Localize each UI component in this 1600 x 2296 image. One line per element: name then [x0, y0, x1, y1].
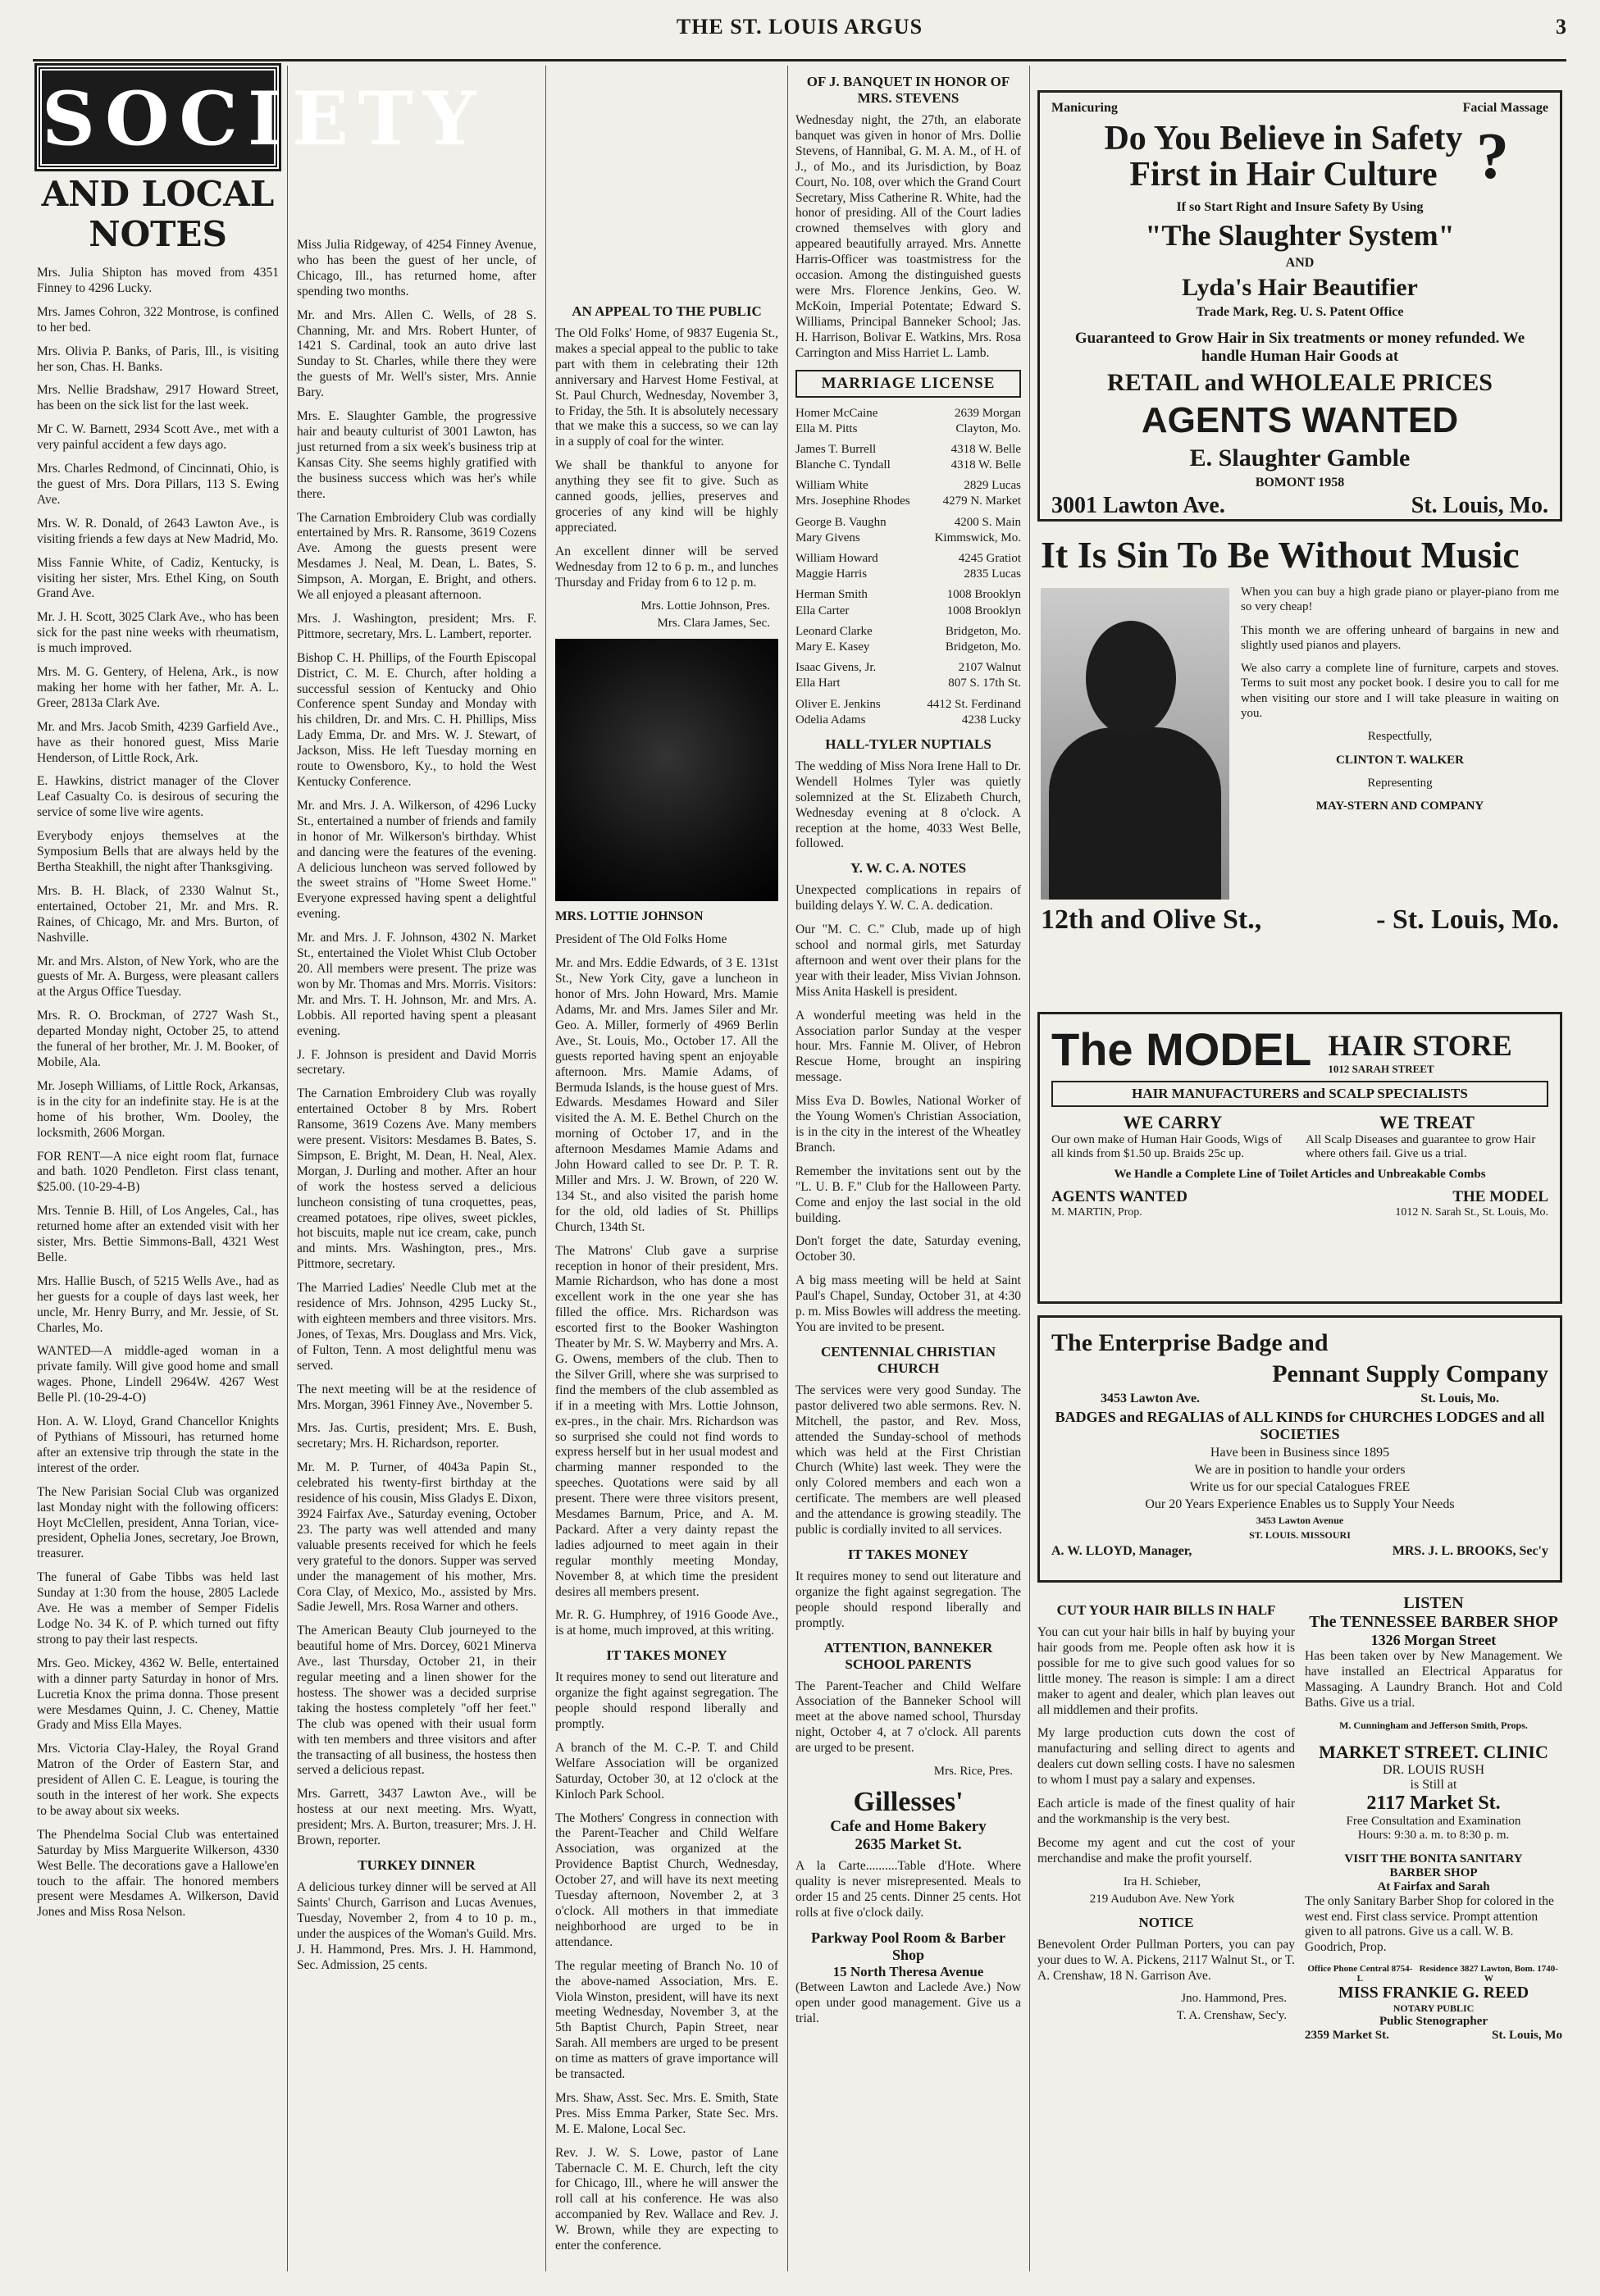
music-company: MAY-STERN AND COMPANY	[1315, 800, 1484, 813]
license-address: 2639 Morgan	[955, 406, 1021, 420]
license-entry	[795, 458, 1021, 473]
hair-guarantee: Guaranteed to Grow Hair in Six treatments or money refunded. We handle Human Hair Goods at	[1074, 330, 1525, 366]
hair-beautifier: Lyda's Hair Beautifier	[1182, 274, 1418, 302]
model-prop: M. MARTIN, Prop.	[1051, 1206, 1142, 1219]
license-name: Leonard Clarke	[795, 624, 873, 638]
church-text: The services were very good Sunday. The pastor delivered two able sermons. Rev. N. Mitchell, the pastor, and Rev. Moss, attended the Sunday-school of methods which was held at the First Christian Church (White) last week. They were the only Colored members and each won a certificate. The members are well pleased and the attendance is growing steadily. The public is cordially invited to all services.	[795, 1383, 1021, 1538]
reed-city: St. Louis, Mo	[1492, 2029, 1562, 2043]
music-address: 12th and Olive St.,	[1041, 904, 1262, 935]
society-note: The next meeting will be at the residence of Mrs. Morgan, 3961 Finney Ave., November 5.	[297, 1382, 536, 1412]
society-note: Bishop C. H. Phillips, of the Fourth Episcopal District, C. M. E. Church, after holding a successful session of Kentucky and Ohio Conference spent Sunday and Monday with his children, Dr. and Mrs. C. H. Phillips, Miss Lady Emma, Dr. and Mrs. W. J. Stewart, of Jackson, Miss. He left Tuesday morning en route to Owensboro, Ky., to hold the West Kentucky Conference.	[297, 650, 536, 789]
notice-secretary: T. A. Crenshaw, Sec'y.	[1176, 2009, 1287, 2023]
banneker-signature: Mrs. Rice, Pres.	[933, 1765, 1013, 1779]
barber-address: 1326 Morgan Street	[1370, 1632, 1497, 1648]
society-note: Mr. and Mrs. Eddie Edwards, of 3 E. 131st St., New York City, gave a luncheon in honor of Mrs. John Howard, Mrs. Mamie Adams, Mr. and Mrs. James Siler and Mr. Geo. A. Miller, formerly of 4969 Berlin Ave., St. Louis, Mo., October 17. All the guests reported having spent an enjoyable afternoon. Mrs. Mamie Adams, of Bermuda Islands, is the house guest of Mrs. Edwards. Mesdames Howard and Siler visited the A. M. E. Bethel Church on the morning of October 17, and in the afternoon Mesdames Mamie Adams and John Howard called to see Dr. P. T. R. Miller and Mrs. J. W. Brown, of 220 W. 134 St., and also visited the parish home for the old, old ladies of St. Phillips Church, 134th St.	[555, 956, 778, 1234]
license-entry	[795, 478, 1021, 494]
society-note: The Matrons' Club gave a surprise reception in honor of their president, Mrs. Mamie Richardson, who has done a most excellent work in the one year she has filled the office. Mrs. Richardson was escorted first to the Booker Washington Theater by Mr. S. W. Mayberry and Mrs. A. G. Owens, members of the club. Then to the Silver Grill, where she was surprised to find the members of the club assembled as if in a meeting with Mrs. Lottie Johnson, ex-pres., in the chair. Mrs. Richardson was so surprised she could not find words to express herself but in her usual modest and charming manner responded to the speeches. Quotations were said by all present. There were three visitors present, Mesdames Barnum, Price, and A. M. Packard. After a very dainty repast the ladies adjourned to meet again in their regular monthly meeting Monday, November 8, at which time the president desires all members present.	[555, 1243, 778, 1599]
music-city: - St. Louis, Mo.	[1376, 904, 1559, 935]
license-name: William White	[795, 479, 868, 493]
church-heading: CENTENNIAL CHRISTIAN CHURCH	[820, 1343, 996, 1376]
ywca-notes	[795, 883, 1021, 1336]
badge-line4: Write us for our special Catalogues FREE	[1189, 1480, 1411, 1494]
society-note: The Carnation Embroidery Club was cordially entertained by Mrs. R. Ransome, 3619 Cozens Ave. Among the guests present were Mesdames J. Neal, M. Dean, L. Bates, S. Simpson, A. Morgan, E. Bright, and others. We all enjoyed a pleasant afternoon.	[297, 510, 536, 603]
hair-retail: RETAIL and WHOLEALE PRICES	[1107, 369, 1493, 397]
nuptials-text: The wedding of Miss Nora Irene Hall to Dr. Wendell Holmes Tyler was quietly solemnized at the St. Elizabeth Church, Wednesday evening at 8 o'clock. A reception at the home, 4033 West Belle, followed.	[795, 758, 1021, 851]
portrait-photo	[555, 639, 778, 901]
bonita-line3: At Fairfax and Sarah	[1377, 1879, 1490, 1893]
turkey-dinner-text: A delicious turkey dinner will be served at All Saints' Church, Garrison and Lucas Avenues, Tuesday, November 2, from 4 to 10 p. m., under the auspices of the Woman's Guild. Mrs. J. H. Hammond, Pres. Mrs. J. H. Hammond, Sec. Admission, 25 cents.	[297, 1880, 536, 1972]
ywca-note: Don't forget the date, Saturday evening, October 30.	[795, 1234, 1021, 1264]
gillesses-address: 2635 Market St.	[855, 1836, 962, 1854]
license-name: Mary E. Kasey	[795, 640, 870, 654]
music-p1: When you can buy a high grade piano or player-piano from me so very cheap!	[1241, 585, 1559, 614]
model-title: The MODEL	[1051, 1023, 1312, 1075]
column-rule	[287, 66, 288, 2271]
hair-system: "The Slaughter System"	[1145, 219, 1455, 253]
appeal-paragraph: An excellent dinner will be served Wednesday from 12 to 6 p. m., and lunches Thursday and Friday from 6 to 12 p. m.	[555, 544, 778, 590]
license-name: Ella Carter	[795, 604, 850, 617]
license-entry	[795, 640, 1021, 655]
model-agents: AGENTS WANTED	[1051, 1188, 1187, 1205]
music-name: CLINTON T. WALKER	[1335, 753, 1465, 767]
license-name: James T. Burrell	[795, 442, 877, 456]
society-note: Mrs. Hallie Busch, of 5215 Wells Ave., had as her guests for a couple of days last week, her uncle, Mr. Henry Burry, and Mr. Jessie, of St. Charles, Mo.	[37, 1273, 279, 1335]
license-entry	[795, 494, 1021, 509]
banquet-text: Wednesday night, the 27th, an elaborate banquet was given in honor of Mrs. Dollie Stevens, of Hannibal, G. M. A. M., of H. of J., of Mo., and its Jurisdiction, by Boaz Court, No. 108, over which the Grand Court Secretary, Miss Catherine R. White, had the honor of presiding. All of the Court ladies crowned themselves with glory and appeared beautifully arrayed. Mrs. Annette Harris-Officer was toastmistress for the occasion. Among the distinguished guests were Mrs. Florence Jenkins, Geo. W. McKoin, Imperial Potentate; Edward S. Williams, Principal Banneker School; Jas. H. Harrison, Bolivar E. Watkins, Mrs. Rosa Carrington and Miss Harriet L. Lamb.	[795, 113, 1021, 360]
badge-foot-address: 3453 Lawton Avenue	[1256, 1515, 1344, 1526]
society-note: E. Hawkins, district manager of the Clover Leaf Casualty Co. is desirous of securing the service of some live wire agents.	[37, 774, 279, 820]
license-entry	[795, 660, 1021, 676]
society-note: Mrs. Jas. Curtis, president; Mrs. E. Bush, secretary; Mrs. H. Richardson, reporter.	[297, 1421, 536, 1451]
bonita-line2: BARBER SHOP	[1389, 1866, 1478, 1879]
music-respectfully: Respectfully,	[1367, 730, 1433, 744]
society-note: Mrs. Victoria Clay-Haley, the Royal Grand Matron of the Order of Eastern Star, and president of Allen C. E. League, is touring the south in the interest of her work. She expects to be away about six weeks.	[37, 1742, 279, 1818]
license-name: George B. Vaughn	[795, 515, 887, 529]
badge-foot-city: ST. LOUIS. MISSOURI	[1249, 1529, 1351, 1541]
cut-p3: Each article is made of the finest quality of hair and the workmanship is the very best.	[1037, 1797, 1295, 1826]
license-entry	[795, 567, 1021, 582]
ywca-note: Remember the invitations sent out by the "L. U. B. F." Club for the Halloween Party. Come and enjoy the last social in the old building.	[795, 1164, 1021, 1225]
column-2-notes	[297, 238, 536, 1849]
appeal-text	[555, 326, 778, 591]
clinic-title: MARKET STREET. CLINIC	[1319, 1741, 1548, 1762]
marriage-license-heading: MARRIAGE LICENSE	[795, 370, 1021, 398]
hair-culture-ad	[1037, 90, 1562, 522]
notice-president: Jno. Hammond, Pres.	[1181, 1992, 1287, 2006]
society-note: WANTED—A middle-aged woman in a private family. Will give good home and small wages. Phone, Lindell 2964W. 4267 West Belle Pl. (10-29-4-O)	[37, 1344, 279, 1405]
music-representing: Representing	[1367, 776, 1433, 790]
column-3-notes	[555, 956, 778, 1639]
gillesses-title: Gillesses'	[853, 1787, 964, 1818]
society-note: Mrs. R. O. Brockman, of 2727 Wash St., departed Monday night, October 25, to attend the funeral of her brother, Mr. J. M. Booker, of Mobile, Ala.	[37, 1009, 279, 1069]
model-carry-text: Our own make of Human Hair Goods, Wigs of all kinds from $1.50 up. Braids 25c up.	[1051, 1133, 1283, 1160]
banquet-heading: OF J. BANQUET IN HONOR OF MRS. STEVENS	[806, 74, 1010, 106]
money-text: It requires money to send out literature and organize the fight against segregation. The people should respond liberally and promptly.	[555, 1670, 778, 1731]
society-note: Mrs. B. H. Black, of 2330 Walnut St., entertained, October 21, Mr. and Mrs. R. Raines, of Chicago, Mr. and Mrs. Burton, of Nashville.	[37, 883, 279, 945]
society-note: Mr. and Mrs. J. F. Johnson, 4302 N. Market St., entertained the Violet Whist Club October 20. All members were present. The prize was won by Mr. Thomas and Mrs. Morris. Visitors: Mr. and Mrs. T. H. Johnson, Mr. and Mrs. A. Lobbis. All reported having spent a pleasant evening.	[297, 931, 536, 1038]
society-note: Mr. and Mrs. Allen C. Wells, of 28 S. Channing, Mr. and Mrs. Robert Hunter, of 1421 S. Cardinal, took an auto drive last Sunday to St. Charles, while there they were the guests of Mr. Well's sister, Mrs. Annie Bary.	[297, 308, 536, 400]
society-note: Mr. Joseph Williams, of Little Rock, Arkansas, is in the city for an indefinite stay. He is at the home of his brother, Wm. Dooley, the locksmith, 2606 Morgan.	[37, 1078, 279, 1140]
society-note: Mr. and Mrs. Alston, of New York, who are the guests of Mr. A. Burgess, were pleasant callers at the Argus Office Tuesday.	[37, 954, 279, 1000]
hair-headline: Do You Believe in Safety First in Hair Culture	[1104, 120, 1463, 194]
license-entry	[795, 604, 1021, 619]
money-heading-2: IT TAKES MONEY	[847, 1546, 969, 1562]
license-name: William Howard	[795, 552, 878, 565]
society-note: Mrs. W. R. Donald, of 2643 Lawton Ave., is visiting friends a few days at New Madrid, Mo.	[37, 516, 279, 546]
society-note: Mr. R. G. Humphrey, of 1916 Goode Ave., is at home, much improved, at this writing.	[555, 1608, 778, 1638]
clinic-still: is Still at	[1410, 1777, 1457, 1792]
license-entry	[795, 624, 1021, 640]
nuptials-heading: HALL-TYLER NUPTIALS	[825, 736, 991, 752]
badge-city: St. Louis, Mo.	[1420, 1392, 1499, 1405]
ywca-note: Miss Eva D. Bowles, National Worker of the Young Women's Christian Association, is in the city in the interest of the Wheatley Branch.	[795, 1094, 1021, 1155]
clinic-address: 2117 Market St.	[1366, 1792, 1501, 1814]
bonita-text: The only Sanitary Barber Shop for colored in the west end. First class service. Prompt attention given to all patrons. Give us a call. W. B. Goodrich, Prop.	[1305, 1893, 1554, 1955]
badge-line1: BADGES and REGALIAS of ALL KINDS for CHURCHES LODGES and all SOCIETIES	[1055, 1409, 1545, 1442]
cut-p1: You can cut your hair bills in half by buying your hair goods from me. People often ask how it is possible for me to give such good values for so little money. The reason is simple: I am a direct maker to agent and dealer, which plan leaves out all middlemen and their profits.	[1037, 1625, 1295, 1717]
license-name: Mary Givens	[795, 531, 860, 544]
model-street: 1012 SARAH STREET	[1328, 1063, 1434, 1075]
license-address: 2835 Lucas	[964, 567, 1021, 581]
photo-caption: MRS. LOTTIE JOHNSON	[555, 909, 704, 923]
clinic-free: Free Consultation and Examination	[1346, 1814, 1521, 1828]
hair-phone: BOMONT 1958	[1255, 476, 1345, 490]
society-note: Mrs. Nellie Bradshaw, 2917 Howard Street, has been on the sick list for the last week.	[37, 383, 279, 413]
society-note: The New Parisian Social Club was organized last Monday night with the following officers: Hoyt McClellen, president, Anna Torian, vice-president, Ophelia Jones, secretary, Joe Brown, treasurer.	[37, 1484, 279, 1561]
license-address: 4200 S. Main	[954, 515, 1021, 529]
society-note: The Phendelma Social Club was entertained Saturday by Miss Marguerite Wilkerson, 4330 West Belle. The decorations gave a Hallowe'en touch to the affair. The honored members present were Mesdames A. Wilkerson, David Jones and Miss Rosa Nelson.	[37, 1827, 279, 1920]
society-note: J. F. Johnson is president and David Morris secretary.	[297, 1047, 536, 1077]
license-name: Ella Hart	[795, 676, 841, 690]
model-subtitle: HAIR MANUFACTURERS and SCALP SPECIALISTS	[1051, 1081, 1548, 1107]
cut-p4: Become my agent and cut the cost of your merchandise and make the profit yourself.	[1037, 1835, 1295, 1866]
society-subtitle: AND LOCAL NOTES	[41, 174, 275, 254]
model-address: 1012 N. Sarah St., St. Louis, Mo.	[1395, 1206, 1548, 1219]
society-note: Mrs. Charles Redmond, of Cincinnati, Ohio, is the guest of Mrs. Dora Pillars, 113 S. Ewing Ave.	[37, 462, 279, 507]
reed-residence: Residence 3827 Lawton, Bom. 1740-W	[1419, 1964, 1558, 1984]
turkey-dinner-heading: TURKEY DINNER	[358, 1857, 476, 1873]
society-note: Rev. J. W. S. Lowe, pastor of Lane Tabernacle C. M. E. Church, left the city for Chicago, Ill., where he will answer the roll call at his conference. He was also accompanied by Rev. Wallace and Rev. J. W. Brown, while they are expecting to enter the conference.	[555, 2145, 778, 2253]
license-name: Ella M. Pitts	[795, 421, 858, 435]
society-note: FOR RENT—A nice eight room flat, furnace and bath. 1020 Pendleton. First class tenant, $25.00. (10-29-4-B)	[37, 1149, 279, 1195]
column-rule	[1029, 66, 1030, 2271]
society-note: The Mothers' Congress in connection with the Parent-Teacher and Child Welfare Association, was organized at the Providence Baptist Church, Wednesday, October 27, and will have its next meeting Tuesday afternoon, November 2, at 3 o'clock. All mothers in that immediate neighborhood are urged to be in attendance.	[555, 1811, 778, 1949]
license-name: Isaac Givens, Jr.	[795, 661, 877, 675]
badge-title1: The Enterprise Badge and	[1051, 1329, 1329, 1356]
society-note: The Married Ladies' Needle Club met at the residence of Mrs. Johnson, 4295 Lucky St., with eighteen members and three visitors. Mrs. Jones, of Texas, Mrs. Douglass and Mrs. Vick, of Fulton, Tenn. A most delightful menu was served.	[297, 1281, 536, 1373]
parkway-title: Parkway Pool Room & Barber Shop	[811, 1929, 1005, 1963]
society-note: Hon. A. W. Lloyd, Grand Chancellor Knights of Pythians of Missouri, has returned home after an extensive trip through the state in the interest of the order.	[37, 1414, 279, 1475]
model-hair-store-ad	[1037, 1012, 1562, 1304]
music-p2: This month we are offering unheard of bargains in new and slightly used pianos and players.	[1241, 623, 1559, 652]
hair-line1: If so Start Right and Insure Safety By Using	[1176, 200, 1424, 215]
society-note: Mrs. Garrett, 3437 Lawton Ave., will be hostess at our next meeting. Mrs. Wyatt, president; Mrs. A. Burton, treasurer; Mrs. J. H. Brown, reporter.	[297, 1787, 536, 1848]
appeal-signature-president: Mrs. Lottie Johnson, Pres.	[640, 599, 770, 613]
license-address: 4412 St. Ferdinand	[927, 697, 1021, 711]
reed-name: MISS FRANKIE G. REED	[1338, 1984, 1529, 2002]
badge-line5: Our 20 Years Experience Enables us to Supply Your Needs	[1145, 1497, 1455, 1511]
society-note: The funeral of Gabe Tibbs was held last Sunday at 1:30 from the house, 2805 Laclede Ave. He was a member of Semper Fidelis Lodge No. 34 K. of P. which turned out fifty strong to pay their last respects.	[37, 1570, 279, 1647]
notice-heading: NOTICE	[1138, 1914, 1194, 1930]
license-address: 4279 N. Market	[942, 494, 1021, 508]
badge-address: 3453 Lawton Ave.	[1101, 1392, 1201, 1405]
barber-clinic-ads	[1305, 1594, 1562, 2043]
banneker-text: The Parent-Teacher and Child Welfare Association of the Banneker School will meet at the above named school, Thursday night, October 4, at 7 o'clock. All parents are urged to be present.	[795, 1679, 1021, 1756]
society-note: Mrs. Tennie B. Hill, of Los Angeles, Cal., has returned home after an extended visit with her sister, Mrs. Bettie Simmons-Ball, 4321 West Belle.	[37, 1204, 279, 1264]
reed-address: 2359 Market St.	[1305, 2029, 1389, 2043]
column-2	[297, 238, 536, 2271]
notice-text: Benevolent Order Pullman Porters, you can pay your dues to W. A. Pickens, 2117 Walnut St., or T. A. Crenshaw, 18 N. Garrison Ave.	[1037, 1937, 1295, 1983]
hair-address: 3001 Lawton Ave.	[1051, 493, 1225, 519]
gillesses-ad	[795, 1787, 1021, 2026]
society-note: Mr. and Mrs. J. A. Wilkerson, of 4296 Lucky St., entertained a number of friends and family in honor of Mr. Wilkerson's birthday. Whist and dancing were the features of the evening. A delicious luncheon was served followed by the sweet strains of "Home Sweet Home." Everyone expressed having spent a delightful evening.	[297, 798, 536, 922]
license-name: Homer McCaine	[795, 406, 878, 420]
model-hair-store: HAIR STORE	[1328, 1029, 1512, 1062]
license-address: 1008 Brooklyn	[946, 588, 1021, 602]
model-treat-heading: WE TREAT	[1379, 1112, 1475, 1132]
license-name: Odelia Adams	[795, 713, 866, 727]
license-address: 4245 Gratiot	[958, 552, 1021, 565]
badge-line2: Have been in Business since 1895	[1210, 1446, 1390, 1460]
cut-name: Ira H. Schieber,	[1123, 1875, 1201, 1888]
hair-and: AND	[1285, 256, 1315, 271]
music-ad	[1037, 533, 1562, 1000]
gillesses-subtitle: Cafe and Home Bakery	[830, 1818, 987, 1836]
model-line: We Handle a Complete Line of Toilet Articles and Unbreakable Combs	[1114, 1168, 1486, 1181]
license-address: 1008 Brooklyn	[946, 604, 1021, 617]
column-rule	[787, 66, 788, 2271]
ywca-note: A big mass meeting will be held at Saint Paul's Chapel, Sunday, October 31, at 4:30 p. m. Miss Bowles will address the meeting. You are invited to be present.	[795, 1273, 1021, 1334]
parkway-text: (Between Lawton and Laclede Ave.) Now open under good management. Give us a trial.	[795, 1979, 1021, 2025]
society-note: The regular meeting of Branch No. 10 of the above-named Association, Mrs. E. Viola Winston, president, will have its next meeting Wednesday, November 3, at the 5th Baptist Church, Papin Street, near Sarah. All members are urged to be present on time as matters of grave importance will be transacted.	[555, 1958, 778, 2082]
society-note: The Carnation Embroidery Club was royally entertained October 8 by Mrs. Robert Ransome, 3619 Cozens Ave. Many members were present. Visitors: Mesdames B. Bates, S. Simpson, E. Bright, M. Dean, H. Neal, Alex. Morgan, J. Durling and mother. After an hour of work the hostess served a delicious luncheon consisting of tuna croquettes, peas, creamed potatoes, ripe olives, sweet pickles, hot biscuits, maple nut ice cream, cake, punch and mints. Mrs. Washington, pres., Mrs. Pittmore, secretary.	[297, 1086, 536, 1272]
money-text-2: It requires money to send out literature and organize the fight against segregation. The people should respond liberally and promptly.	[795, 1569, 1021, 1630]
masthead	[33, 8, 1566, 61]
cut-hair-bills-ad	[1037, 1594, 1295, 2043]
music-headline: It Is Sin To Be Without Music	[1041, 534, 1520, 576]
society-note: Mrs. J. Washington, president; Mrs. F. Pittmore, secretary, Mrs. L. Lambert, reporter.	[297, 611, 536, 641]
ad-manicuring: Manicuring	[1051, 101, 1118, 115]
banneker-heading: ATTENTION, BANNEKER SCHOOL PARENTS	[823, 1639, 993, 1672]
model-name: THE MODEL	[1452, 1188, 1548, 1205]
badge-title2: Pennant Supply Company	[1272, 1360, 1548, 1387]
hair-city: St. Louis, Mo.	[1411, 493, 1548, 519]
license-entry	[795, 531, 1021, 546]
license-address: 4318 W. Belle	[950, 442, 1021, 456]
money-heading: IT TAKES MONEY	[606, 1647, 727, 1664]
society-note: A branch of the M. C.-P. T. and Child Welfare Association will be organized Saturday, October 30, at 12 o'clock at the Kinloch Park School.	[555, 1740, 778, 1802]
license-entry	[795, 676, 1021, 691]
license-name: Blanche C. Tyndall	[795, 458, 891, 472]
society-note: Miss Fannie White, of Cadiz, Kentucky, is visiting her sister, Mrs. Ethel King, on South Grand Ave.	[37, 555, 279, 601]
ad-facial-massage: Facial Massage	[1462, 101, 1548, 115]
license-address: 807 S. 17th St.	[948, 676, 1021, 690]
appeal-heading: AN APPEAL TO THE PUBLIC	[572, 303, 762, 319]
license-address: 4238 Lucky	[961, 713, 1021, 727]
society-note: Mrs. Olivia P. Banks, of Paris, Ill., is visiting her son, Chas. H. Banks.	[37, 344, 279, 374]
society-note: Mrs. Julia Shipton has moved from 4351 Finney to 4296 Lucky.	[37, 266, 279, 295]
barber-text: Has been taken over by New Management. We have installed an Electrical Apparatus for Massaging. A Laundry Branch. Hot and Cold Baths. Give us a trial.	[1305, 1649, 1562, 1710]
license-name: Oliver E. Jenkins	[795, 697, 881, 711]
marriage-license-list	[795, 406, 1021, 728]
license-entry	[795, 515, 1021, 531]
badge-manager: A. W. LLOYD, Manager,	[1051, 1544, 1192, 1558]
society-note: Mr. J. H. Scott, 3025 Clark Ave., who has been sick for the past nine weeks with rheumatism, is much improved.	[37, 610, 279, 656]
license-address: 2107 Walnut	[958, 661, 1021, 675]
society-note: Mr C. W. Barnett, 2934 Scott Ave., met with a very painful accident a few days ago.	[37, 422, 279, 453]
license-entry	[795, 551, 1021, 567]
photo-subcaption: President of The Old Folks Home	[555, 932, 727, 947]
reed-office-phone: Office Phone Central 8754-L	[1307, 1964, 1413, 1984]
society-note: Mrs. Geo. Mickey, 4362 W. Belle, entertained with a dinner party Saturday in honor of Mrs. Lucretia Knox the prima donna. Those present were Mesdames Quinn, J. C. Cheney, Mattie Grady and Miss Ella Mayes.	[37, 1656, 279, 1733]
gillesses-text: A la Carte..........Table d'Hote. Where quality is never misrepresented. Meals to order 15 and 25 cents. Dinner 25 cents. Hot rolls at five o'clock daily.	[795, 1859, 1021, 1920]
hair-name: E. Slaughter Gamble	[1189, 444, 1411, 472]
society-note: Mrs. James Cohron, 322 Montrose, is confined to her bed.	[37, 304, 279, 335]
badge-secretary: MRS. J. L. BROOKS, Sec'y	[1392, 1544, 1548, 1558]
appeal-signature-secretary: Mrs. Clara James, Sec.	[657, 616, 770, 630]
license-entry	[795, 713, 1021, 728]
society-note: The American Beauty Club journeyed to the beautiful home of Mrs. Dorcey, 6021 Minerva Ave., last Thursday, October 21, in their regular meeting and a linen shower for the hostess. The shower was a decided surprise taking the hostess completely "off her feet." The club was opened with their usual form with ten members and three visitors and after the transacting of all business, the hostess then served a delicious repast.	[297, 1624, 536, 1778]
paper-name: THE ST. LOUIS ARGUS	[676, 15, 923, 39]
clinic-doctor: DR. LOUIS RUSH	[1382, 1762, 1484, 1777]
society-note: Everybody enjoys themselves at the Symposium Bells that are always held by the Bertha Steakhill, the night after Thanksgiving.	[37, 829, 279, 874]
license-address: Bridgeton, Mo.	[945, 624, 1021, 638]
parkway-address: 15 North Theresa Avenue	[832, 1963, 984, 1979]
society-banner: SOCIETY	[37, 66, 279, 169]
license-address: 2829 Lucas	[964, 479, 1021, 493]
cut-p2: My large production cuts down the cost of manufacturing and selling direct to agents and dealers cut down selling costs. I have no salesmen to whom I must pay a salary and expenses.	[1037, 1726, 1295, 1788]
column-rule	[545, 66, 546, 2271]
clinton-walker-portrait	[1041, 588, 1229, 900]
license-entry	[795, 421, 1021, 437]
barber-title: The TENNESSEE BARBER SHOP	[1309, 1613, 1558, 1631]
cut-heading: CUT YOUR HAIR BILLS IN HALF	[1056, 1602, 1276, 1618]
column-3-more-notes	[555, 1741, 778, 2254]
column-4	[795, 66, 1021, 2271]
license-address: 4318 W. Belle	[950, 458, 1021, 472]
license-address: Kimmswick, Mo.	[934, 531, 1021, 544]
enterprise-badge-ad	[1037, 1315, 1562, 1583]
license-address: Bridgeton, Mo.	[945, 640, 1021, 654]
ads-column	[1037, 90, 1562, 2296]
society-note: Mr. and Mrs. Jacob Smith, 4239 Garfield Ave., have as their honored guest, Miss Marie Henderson, of Little Rock, Ark.	[37, 719, 279, 765]
appeal-paragraph: The Old Folks' Home, of 9837 Eugenia St., makes a special appeal to the public to take part with them in celebrating their 12th anniversary and Harvest Home Festival, at St. Paul Church, Wednesday, November 3, to Friday, the 5th. It is absolutely necessary that we make this a success, so we can lay in a supply of coal for the winter.	[555, 326, 778, 449]
society-note: Mrs. E. Slaughter Gamble, the progressive hair and beauty culturist of 3001 Lawton, has just returned from a six week's business trip at Kansas City. She seems highly gratified with the business success which was her's while there.	[297, 409, 536, 501]
ywca-note: Our "M. C. C." Club, made up of high school and normal girls, met Saturday afternoon and went over their plans for the year with their leader, Miss Vivian Johnson. Miss Anita Haskell is president.	[795, 922, 1021, 999]
license-address: Clayton, Mo.	[955, 421, 1021, 435]
hair-question-mark: ?	[1476, 120, 1509, 193]
license-entry	[795, 587, 1021, 603]
bonita-line1: VISIT THE BONITA SANITARY	[1344, 1852, 1523, 1866]
society-note: Mrs. M. G. Gentery, of Helena, Ark., is now making her home with her father, Mr. A. L. Greer, 2813a Clark Ave.	[37, 665, 279, 710]
society-note: Miss Julia Ridgeway, of 4254 Finney Avenue, who has been the guest of her uncle, of Chicago, Ill., has returned home, after spending two months.	[297, 238, 536, 298]
license-name: Herman Smith	[795, 588, 868, 602]
license-entry	[795, 442, 1021, 458]
barber-props: M. Cunningham and Jefferson Smith, Props.	[1339, 1719, 1528, 1731]
license-entry	[795, 406, 1021, 421]
clinic-hours: Hours: 9:30 a. m. to 8:30 p. m.	[1357, 1828, 1510, 1842]
ywca-note: Unexpected complications in repairs of building delays Y. W. C. A. dedication.	[795, 883, 1021, 913]
license-entry	[795, 697, 1021, 713]
license-name: Maggie Harris	[795, 567, 868, 581]
ywca-note: A wonderful meeting was held in the Association parlor Sunday at the vesper hour. Mrs. Fannie M. Oliver, of Hebron Rescue Home, brought an inspiring message.	[795, 1008, 1021, 1085]
society-note: Mrs. Shaw, Asst. Sec. Mrs. E. Smith, State Pres. Miss Emma Parker, State Sec. Mrs. M. E. Malone, Local Sec.	[555, 2090, 778, 2136]
hair-agents: AGENTS WANTED	[1141, 400, 1459, 441]
column-3	[555, 295, 778, 2271]
society-notes	[37, 266, 279, 1920]
license-name: Mrs. Josephine Rhodes	[795, 494, 910, 508]
cut-address: 219 Audubon Ave. New York	[1089, 1892, 1235, 1906]
reed-steno: Public Stenographer	[1379, 2015, 1488, 2029]
music-p3: We also carry a complete line of furniture, carpets and stoves. Terms to suit most any pocket book. I desire you to call for me when visiting our store and I will take pleasure in waiting on you.	[1241, 662, 1559, 721]
ywca-heading: Y. W. C. A. NOTES	[850, 860, 967, 877]
reed-notary: NOTARY PUBLIC	[1393, 2002, 1475, 2015]
badge-line3: We are in position to handle your orders	[1194, 1463, 1406, 1477]
hair-trademark: Trade Mark, Reg. U. S. Patent Office	[1196, 305, 1404, 320]
appeal-paragraph: We shall be thankful to anyone for anything they see fit to give. Such as canned goods, jellies, preserves and groceries of any kind will be highly appreciated.	[555, 458, 778, 535]
model-treat-text: All Scalp Diseases and guarantee to grow Hair where others fail. Give us a trial.	[1306, 1133, 1536, 1160]
society-note: Mr. M. P. Turner, of 4043a Papin St., celebrated his twenty-first birthday at the residence of his cousin, Miss Gladys E. Dixon, 3924 Fairfax Ave., Saturday evening, October 23. The party was well attended and many valuable presents received for which he feels very grateful to the donors. Supper was served under the management of his mother, Mrs. Cora Clay, of Mexico, Mo., assisted by Mrs. Sadie Jewell, Mrs. Rosa Warner and others.	[297, 1460, 536, 1615]
page-number: 3	[1556, 15, 1566, 39]
model-carry-heading: WE CARRY	[1123, 1112, 1223, 1132]
barber-listen: LISTEN	[1403, 1594, 1464, 1612]
